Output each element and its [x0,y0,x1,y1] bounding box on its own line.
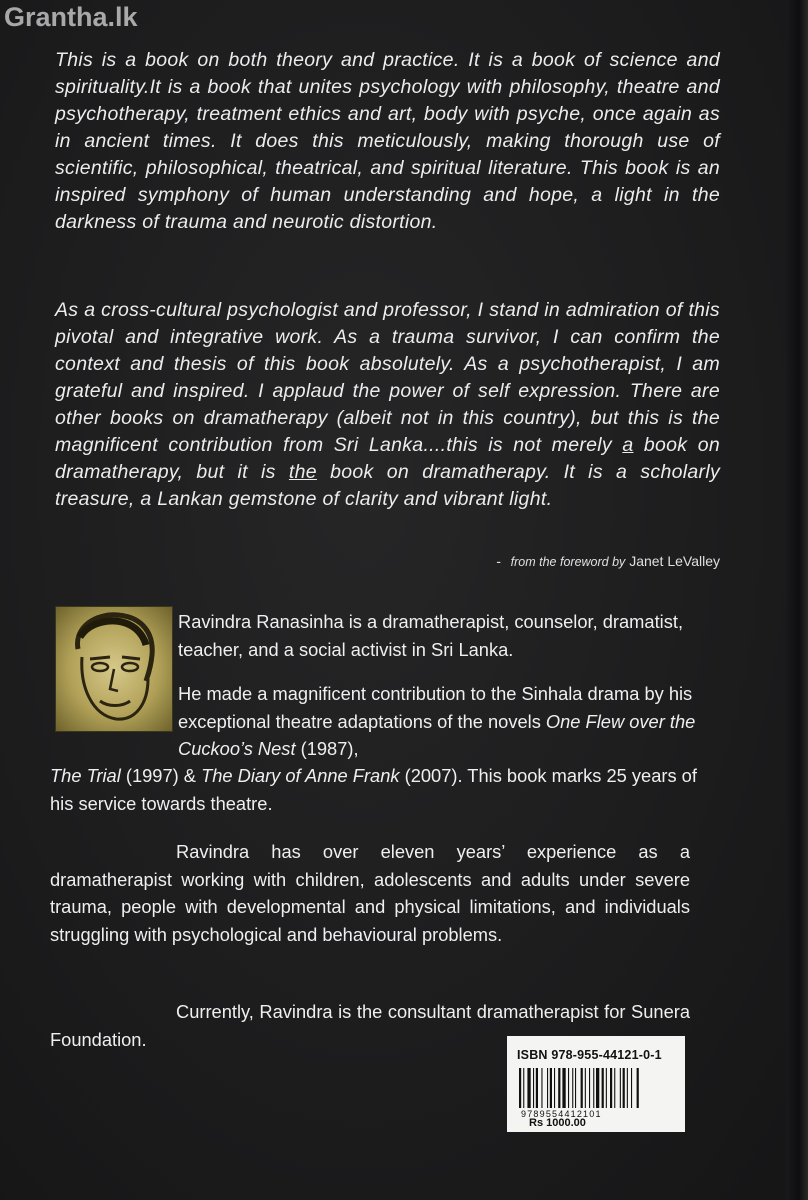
site-watermark: Grantha.lk [4,2,138,32]
barcode-bar [536,1068,538,1108]
attribution-dash: - [496,553,501,569]
bio-paragraph-4: Currently, Ravindra is the consultant dramatherapist for Sunera Foundation. [50,1001,690,1050]
barcode-bar [620,1068,621,1108]
bio-paragraph-2-continued [50,762,710,817]
book-spine-edge [786,0,808,1200]
barcode-bar [627,1068,628,1108]
barcode-bar [562,1068,565,1108]
barcode-digits: 9789554412101 [521,1109,602,1119]
isbn-number: ISBN 978-955-44121-0-1 [517,1048,662,1062]
author-portrait [55,606,173,732]
barcode-bar [610,1068,612,1108]
barcode-icon [517,1068,677,1110]
barcode-bar [637,1068,639,1108]
blurb-text: book on dramatherapy. It is a scholarly treasure, a Lankan gemstone of clarity and vibrant light. [55,461,720,510]
bio-paragraph-2 [178,680,698,763]
foreword-attribution [440,553,720,569]
barcode-bar [575,1068,576,1108]
barcode-bar [596,1068,599,1108]
emphasis-the: the [288,461,317,483]
barcode-bar [602,1068,604,1108]
attribution-from: from the foreword by [510,555,626,569]
barcode-bar [554,1068,555,1108]
blurb-paragraph-1: This is a book on both theory and practice. It is a book of science and spirituality.It is a book that unites psychology with philosophy, theatre and psychotherapy, treatment ethics and art, body with psyche, once again as in ancient times. It does this meticulously, making thorough use of scientific, philosophical, theatrical, and spiritual literature. This book is an inspired symphony of human understanding and hope, a light in the darkness of trauma and neurotic distortion. [55,49,720,233]
bio-text: (1997) & [120,765,202,786]
title-the-trial: The Trial [50,765,121,786]
barcode-bar [541,1068,542,1108]
barcode-bar [585,1068,586,1108]
barcode-bar [593,1068,594,1108]
emphasis-a: a [622,434,634,456]
barcode-bar [606,1068,607,1108]
barcode-bar [631,1068,632,1108]
barcode-bar [614,1068,615,1108]
barcode-bar [527,1068,530,1108]
barcode-bar [519,1068,521,1108]
attribution-name: Janet LeValley [629,553,720,569]
blurb-text: As a cross-cultural psychologist and professor, I stand in admiration of this pivotal and integrative work. As a trauma survivor, I can confirm the context and thesis of this book absolutely. As a psychotherapist, I am grateful and inspired. I applaud the power of self expression. There are other books on dramatherapy (albeit not in this country), but this is the magnificent contribution from Sri Lanka....this is not merely [55,299,720,456]
isbn-sticker [507,1036,685,1132]
bio-paragraph-1: Ravindra Ranasinha is a dramatherapist, counselor, dramatist, teacher, and a social activist in Sri Lanka. [178,611,684,660]
barcode-bar [550,1068,552,1108]
bio-text: (2007). This book marks 25 years of his service towards theatre. [50,765,697,814]
blurb-paragraph-2 [55,297,720,513]
barcode-bar [589,1068,590,1108]
barcode-bar [568,1068,569,1108]
bio-text: (1987), [295,738,359,759]
barcode-bar [581,1068,583,1108]
bio-paragraph-3: Ravindra has over eleven years’ experience as a dramatherapist working with children, adolescents and adults under severe trauma, people with developmental and physical limitations, and individuals struggling with psychological and behavioural problems. [50,841,690,945]
barcode-bar [533,1068,534,1108]
title-cuckoos-nest: One Flew over the Cuckoo’s Nest [178,710,696,759]
barcode-bar [558,1068,560,1108]
title-diary-anne-frank: The Diary of Anne Frank [201,765,400,786]
barcode-bar [547,1068,548,1108]
barcode-bar [572,1068,573,1108]
portrait-sketch-icon [56,607,172,731]
barcode-bar [623,1068,625,1108]
bio-text: He made a magnificent contribution to the Sinhala drama by his exceptional theatre adaptations of the novels [178,683,693,732]
blurb-text: book on dramatherapy, but it is [55,434,720,483]
price-label: Rs 1000.00 [529,1117,586,1129]
barcode-bar [523,1068,524,1108]
